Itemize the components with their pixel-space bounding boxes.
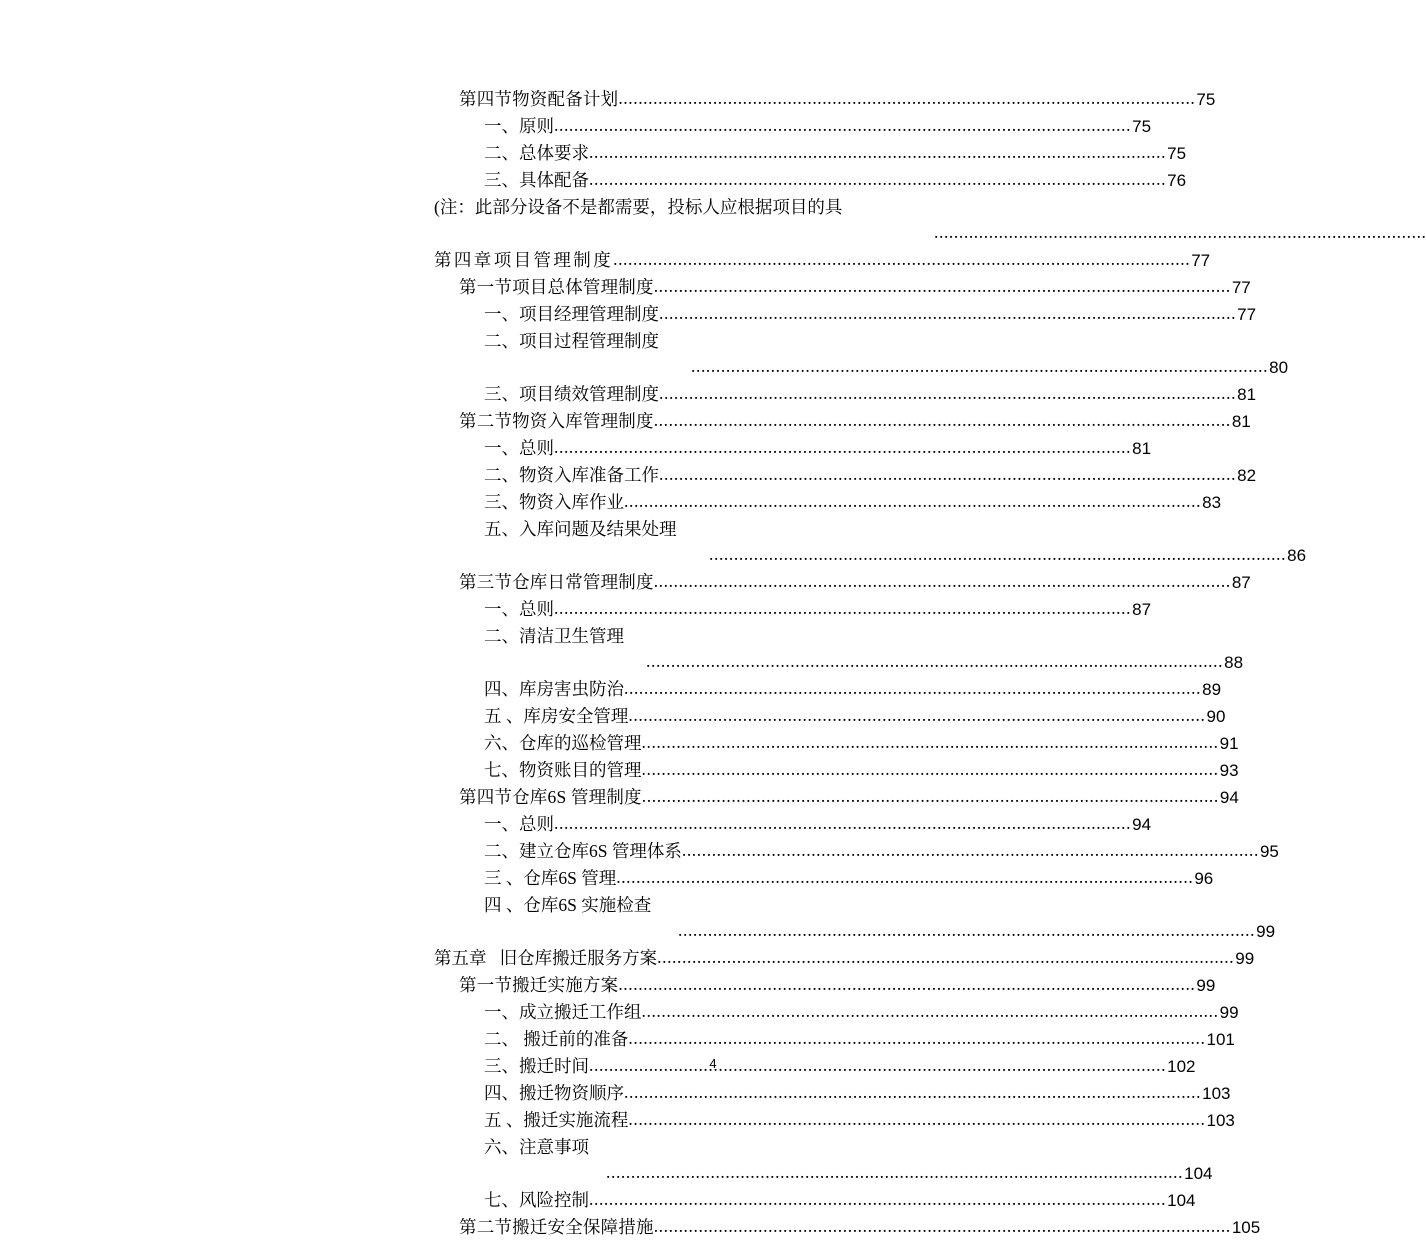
toc-page-number: 77	[1237, 305, 1257, 324]
page-number-footer: 4	[709, 1056, 717, 1071]
toc-entry-title: 五、入库问题及结果处理	[484, 519, 677, 539]
toc-page-number: 75	[1196, 90, 1216, 109]
toc-entry-row	[484, 999, 1239, 1026]
toc-page-number: 87	[1132, 600, 1152, 619]
toc-entry-title: 七、物资账目的管理	[484, 760, 642, 780]
toc-page-number: 81	[1237, 385, 1257, 404]
toc-leader-dots	[642, 756, 1219, 782]
toc-entry-row	[484, 167, 1187, 194]
toc-entry-title: 第二节搬迁安全保障措施	[459, 1217, 654, 1237]
toc-entry-row	[484, 730, 1239, 757]
toc-leader-dots	[624, 675, 1201, 701]
toc-entry-row	[484, 596, 1152, 623]
toc-page-number: 88	[1224, 653, 1244, 672]
toc-entry-row	[484, 113, 1152, 140]
toc-entry[interactable]	[434, 167, 1187, 194]
toc-entry-row	[484, 328, 1289, 381]
toc-entry-title: 七、风险控制	[484, 1190, 589, 1210]
toc-page-number: 99	[1196, 976, 1216, 995]
toc-entry[interactable]	[434, 676, 1222, 703]
toc-page-number: 91	[1219, 734, 1239, 753]
toc-entry-title: 三 、仓库6S 管理	[484, 868, 617, 888]
toc-entry-title: 一、总则	[484, 438, 554, 458]
toc-entry-title: 第二节物资入库管理制度	[459, 411, 654, 431]
toc-leader-dots	[934, 219, 1426, 245]
toc-entry-row	[484, 676, 1222, 703]
toc-page-number: 83	[1202, 493, 1222, 512]
toc-entry[interactable]	[434, 516, 1307, 569]
toc-leader-dots	[691, 353, 1268, 379]
toc-leader-dots	[554, 434, 1131, 460]
toc-entry[interactable]	[434, 838, 1279, 865]
toc-leader-dots	[624, 1079, 1201, 1105]
toc-entry[interactable]	[434, 489, 1222, 516]
toc-leader-dots	[678, 917, 1255, 943]
toc-entry[interactable]	[434, 972, 1216, 999]
toc-entry-title: 第一节项目总体管理制度	[459, 277, 654, 297]
toc-entry-row	[434, 945, 1255, 972]
toc-leader-dots	[589, 1186, 1166, 1212]
toc-page-number: 81	[1132, 439, 1152, 458]
toc-entry-title: 六、仓库的巡检管理	[484, 733, 642, 753]
toc-entry-tail	[484, 649, 1244, 676]
toc-entry[interactable]	[434, 1134, 1213, 1187]
toc-entry-title: 第四章项目管理制度	[434, 250, 614, 270]
toc-entry[interactable]	[434, 623, 1244, 676]
toc-entry-tail	[484, 918, 1276, 945]
toc-page-number: 105	[1231, 1218, 1261, 1237]
toc-entry[interactable]	[434, 757, 1239, 784]
toc-entry-title: 三、具体配备	[484, 170, 589, 190]
toc-leader-dots	[654, 407, 1231, 433]
toc-entry-row	[459, 86, 1216, 113]
toc-leader-dots	[554, 112, 1131, 138]
toc-page-number: 104	[1184, 1164, 1213, 1183]
toc-page-number: 82	[1237, 466, 1257, 485]
toc-entry-row	[484, 1107, 1235, 1134]
toc-entry-title: 四、库房害虫防治	[484, 679, 624, 699]
toc-entry-tail	[484, 1160, 1213, 1187]
toc-entry-row	[484, 811, 1152, 838]
toc-page-number: 99	[1219, 1003, 1239, 1022]
toc-entry-title: 第一节搬迁实施方案	[459, 975, 619, 995]
toc-entry[interactable]	[434, 194, 1002, 247]
toc-entry-title: 二、建立仓库6S 管理体系	[484, 841, 682, 861]
toc-leader-dots	[654, 568, 1231, 594]
toc-entry-title: 二、总体要求	[484, 143, 589, 163]
toc-page-number: 90	[1206, 707, 1226, 726]
toc-entry-row	[484, 301, 1257, 328]
toc-entry-row	[484, 757, 1239, 784]
toc-leader-dots	[618, 85, 1195, 111]
toc-leader-dots	[618, 971, 1195, 997]
toc-entry-title: 二、 搬迁前的准备	[484, 1029, 629, 1049]
toc-leader-dots	[613, 246, 1190, 272]
toc-page-number: 89	[1202, 680, 1222, 699]
toc-entry-row	[484, 381, 1257, 408]
toc-entry-row	[459, 972, 1216, 999]
toc-entry-tail	[484, 354, 1289, 381]
toc-entry[interactable]	[434, 999, 1239, 1026]
toc-entry[interactable]	[434, 703, 1226, 730]
toc-entry-title: 一、项目经理管理制度	[484, 304, 659, 324]
toc-page-number: 76	[1167, 171, 1187, 190]
toc-entry[interactable]	[434, 1214, 1261, 1241]
toc-page-number: 95	[1259, 842, 1279, 861]
toc-entry-row	[459, 274, 1251, 301]
toc-leader-dots	[654, 1213, 1231, 1239]
toc-entry-title: 第四节物资配备计划	[459, 89, 619, 109]
toc-entry-title: 四、搬迁物资顺序	[484, 1083, 624, 1103]
toc-leader-dots	[624, 488, 1201, 514]
toc-entry[interactable]	[434, 247, 1211, 274]
toc-entry[interactable]	[434, 86, 1216, 113]
toc-page-number: 94	[1219, 788, 1239, 807]
toc-entry[interactable]	[434, 408, 1251, 435]
toc-page-number: 87	[1231, 573, 1251, 592]
toc-page-number: 99	[1235, 949, 1255, 968]
toc-page-number: 77	[1231, 278, 1251, 297]
toc-leader-dots	[709, 541, 1286, 567]
toc-entry[interactable]	[434, 1107, 1235, 1134]
toc-entry-title: 二、物资入库准备工作	[484, 465, 659, 485]
toc-entry[interactable]	[434, 140, 1187, 167]
toc-page-number: 86	[1287, 546, 1307, 565]
toc-entry-tail	[484, 542, 1307, 569]
toc-leader-dots	[606, 1159, 1183, 1185]
toc-entry-row	[484, 140, 1187, 167]
toc-entry-title: 五 、库房安全管理	[484, 706, 629, 726]
toc-entry-row	[484, 1026, 1235, 1053]
toc-entry-row	[484, 489, 1222, 516]
toc-leader-dots	[659, 461, 1236, 487]
toc-entry[interactable]	[434, 596, 1152, 623]
toc-entry[interactable]	[434, 892, 1276, 945]
toc-page-number: 94	[1132, 815, 1152, 834]
toc-leader-dots	[554, 595, 1131, 621]
toc-entry-title: 一、原则	[484, 116, 554, 136]
toc-page-number: 101	[1206, 1030, 1235, 1049]
toc-entry-title: 三、物资入库作业	[484, 492, 624, 512]
toc-entry-title: 第三节仓库日常管理制度	[459, 572, 654, 592]
toc-entry-title: 一、总则	[484, 599, 554, 619]
toc-entry[interactable]	[434, 274, 1251, 301]
toc-entry[interactable]	[434, 301, 1257, 328]
toc-entry[interactable]	[434, 113, 1152, 140]
toc-page-number: 102	[1167, 1057, 1196, 1076]
toc-page-number: 99	[1256, 922, 1276, 941]
toc-entry-title: 五 、搬迁实施流程	[484, 1110, 629, 1130]
toc-entry[interactable]	[434, 1080, 1231, 1107]
toc-entry-row	[484, 1134, 1213, 1187]
toc-entry-row	[484, 1187, 1196, 1214]
toc-entry-title: 三、搬迁时间	[484, 1056, 589, 1076]
toc-entry-title: 第四节仓库6S 管理制度	[459, 787, 642, 807]
toc-entry-row	[484, 865, 1214, 892]
toc-entry-title: 一、成立搬迁工作组	[484, 1002, 642, 1022]
toc-leader-dots	[646, 648, 1223, 674]
toc-entry-row	[459, 408, 1251, 435]
toc-leader-dots	[682, 837, 1259, 863]
toc-page-number: 93	[1219, 761, 1239, 780]
toc-entry[interactable]	[434, 1026, 1235, 1053]
toc-page-number: 80	[1269, 358, 1289, 377]
toc-entry[interactable]	[434, 811, 1152, 838]
toc-page-number: 96	[1194, 869, 1214, 888]
toc-entry-title: (注：此部分设备不是都需要，投标人应根据项目的具	[434, 197, 843, 217]
toc-entry[interactable]	[434, 784, 1239, 811]
toc-page-number: 103	[1202, 1084, 1231, 1103]
toc-entry-row	[459, 1214, 1261, 1241]
toc-entry-row	[459, 784, 1239, 811]
toc-leader-dots	[628, 702, 1205, 728]
toc-leader-dots	[654, 273, 1231, 299]
document-page	[316, 0, 1307, 1237]
toc-entry-row	[484, 703, 1226, 730]
toc-entry[interactable]	[434, 435, 1152, 462]
toc-entry-row	[484, 838, 1279, 865]
toc-entry[interactable]	[434, 328, 1289, 381]
toc-entry-title: 第五章 旧仓库搬迁服务方案	[434, 948, 658, 968]
toc-leader-dots	[657, 944, 1234, 970]
toc-entry-tail	[434, 220, 1426, 247]
toc-entry-title: 二、清洁卫生管理	[484, 626, 624, 646]
toc-entry[interactable]	[434, 730, 1239, 757]
toc-entry-title: 六、注意事项	[484, 1137, 589, 1157]
toc-entry[interactable]	[434, 569, 1251, 596]
toc-entry-row	[484, 623, 1244, 676]
toc-entry[interactable]	[434, 1187, 1196, 1214]
toc-entry[interactable]	[434, 381, 1257, 408]
toc-entry-title: 三、项目绩效管理制度	[484, 384, 659, 404]
toc-entry-row	[484, 1080, 1231, 1107]
toc-entry-row	[434, 247, 1211, 274]
toc-leader-dots	[659, 300, 1236, 326]
toc-leader-dots	[642, 729, 1219, 755]
toc-entry-title: 一、总则	[484, 814, 554, 834]
toc-entry-title: 四 、仓库6S 实施检查	[484, 895, 652, 915]
toc-entry-title: 二、项目过程管理制度	[484, 331, 659, 351]
toc-leader-dots	[589, 139, 1166, 165]
toc-page-number: 75	[1167, 144, 1187, 163]
toc-entry[interactable]	[434, 945, 1255, 972]
toc-page-number: 104	[1167, 1191, 1196, 1210]
toc-leader-dots	[642, 783, 1219, 809]
toc-leader-dots	[642, 998, 1219, 1024]
toc-leader-dots	[589, 166, 1166, 192]
toc-entry-row	[484, 462, 1257, 489]
toc-entry-row	[434, 194, 1002, 247]
toc-page-number: 75	[1132, 117, 1152, 136]
toc-leader-dots	[554, 810, 1131, 836]
toc-entry-row	[484, 516, 1307, 569]
toc-leader-dots	[659, 380, 1236, 406]
toc-leader-dots	[628, 1025, 1205, 1051]
toc-entry-row	[459, 569, 1251, 596]
toc-leader-dots	[616, 864, 1193, 890]
toc-page-number: 81	[1231, 412, 1251, 431]
toc-leader-dots	[628, 1106, 1205, 1132]
toc-entry[interactable]	[434, 865, 1214, 892]
toc-entry-row	[484, 892, 1276, 945]
toc-entry[interactable]	[434, 462, 1257, 489]
toc-page-number: 103	[1206, 1111, 1235, 1130]
toc-entry-row	[484, 435, 1152, 462]
toc-page-number: 77	[1191, 251, 1211, 270]
